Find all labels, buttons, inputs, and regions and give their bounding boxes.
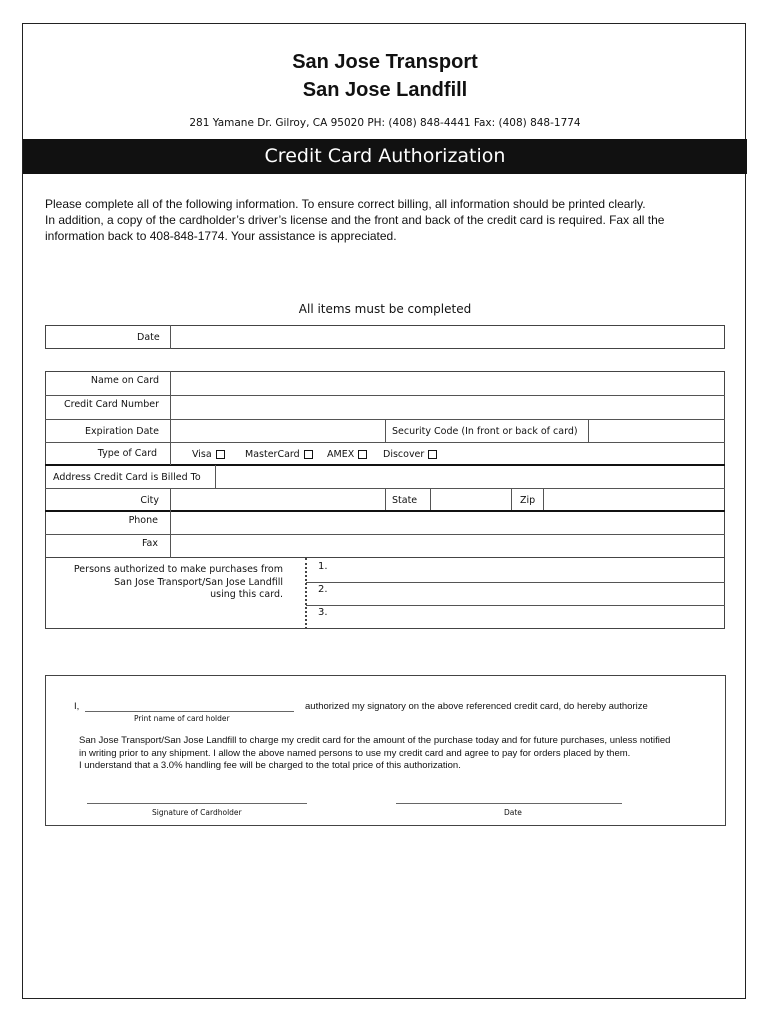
person-2-number: 2.: [318, 584, 328, 595]
divider: [385, 488, 386, 510]
authorize-text: authorized my signatory on the above referenced credit card, do hereby authorize: [305, 701, 648, 712]
company-name-landfill: San Jose Landfill: [302, 79, 468, 101]
mastercard-checkbox[interactable]: [304, 450, 313, 459]
state-label: State: [392, 495, 418, 506]
expiration-field[interactable]: [171, 420, 384, 441]
authorized-persons-line: San Jose Transport/San Jose Landfill: [114, 576, 283, 588]
required-notice: All items must be completed: [298, 302, 472, 316]
divider: [306, 605, 725, 606]
i-label: I,: [74, 701, 80, 712]
discover-checkbox[interactable]: [428, 450, 437, 459]
signature-date-caption: Date: [504, 808, 522, 817]
security-code-label: Security Code (In front or back of card): [392, 426, 578, 437]
print-name-line[interactable]: [85, 711, 294, 712]
signature-line[interactable]: [87, 803, 307, 804]
name-on-card-label: Name on Card: [90, 375, 159, 386]
phone-field[interactable]: [171, 512, 724, 533]
person-3-number: 3.: [318, 607, 328, 618]
amex-checkbox[interactable]: [358, 450, 367, 459]
security-code-field[interactable]: [589, 420, 724, 441]
authorization-terms: [79, 735, 670, 773]
fax-field[interactable]: [171, 535, 724, 557]
instructions-line: In addition, a copy of the cardholder’s driver’s license and the front and back of the credit card is required. Fax all the: [45, 213, 665, 227]
person-3-field[interactable]: [331, 607, 724, 627]
phone-label: Phone: [128, 515, 158, 526]
form-title-banner: Credit Card Authorization: [23, 139, 747, 174]
divider: [306, 582, 725, 583]
instructions: [45, 196, 725, 244]
divider: [45, 442, 725, 443]
print-name-caption: Print name of card holder: [134, 714, 230, 723]
card-number-field[interactable]: [171, 396, 724, 418]
zip-field[interactable]: [544, 489, 724, 509]
instructions-line: Please complete all of the following information. To ensure correct billing, all information should be printed clearly.: [45, 197, 646, 211]
city-field[interactable]: [171, 489, 384, 509]
card-number-label: Credit Card Number: [64, 399, 159, 410]
authorized-persons-line: Persons authorized to make purchases from: [73, 564, 283, 575]
fax-label: Fax: [141, 538, 158, 549]
card-type-name: Visa: [192, 449, 212, 460]
zip-label: Zip: [520, 495, 536, 506]
expiration-label: Expiration Date: [85, 426, 159, 437]
instructions-line: information back to 408-848-1774. Your assistance is appreciated.: [45, 229, 397, 243]
state-field[interactable]: [431, 489, 510, 509]
divider: [305, 558, 307, 629]
billing-address-label: Address Credit Card is Billed To: [53, 472, 201, 483]
card-type-name: Discover: [383, 449, 425, 460]
divider: [511, 488, 512, 510]
card-type-name: MasterCard: [245, 449, 300, 460]
card-type-mastercard[interactable]: [245, 449, 313, 460]
visa-checkbox[interactable]: [216, 450, 225, 459]
authorization-terms-line: in writing prior to any shipment. I allow the above named persons to use my credit card and agree to pay for orders placed by them.: [79, 747, 631, 759]
card-type-visa[interactable]: [192, 449, 225, 460]
date-field[interactable]: [171, 326, 724, 348]
card-type-discover[interactable]: [383, 449, 437, 460]
card-type-amex[interactable]: [327, 449, 367, 460]
authorization-terms-line: San Jose Transport/San Jose Landfill to charge my credit card for the amount of the purchase today and for future purchases, unless notified: [79, 735, 671, 746]
date-label: Date: [137, 332, 160, 343]
person-1-number: 1.: [318, 561, 328, 572]
card-type-label: Type of Card: [97, 448, 157, 459]
billing-address-field[interactable]: [216, 466, 724, 487]
name-on-card-field[interactable]: [171, 372, 724, 394]
divider: [385, 419, 386, 442]
authorized-persons-line: using this card.: [210, 589, 283, 600]
company-address: 281 Yamane Dr. Gilroy, CA 95020 PH: (408) 848-4441 Fax: (408) 848-1774: [189, 117, 581, 129]
authorization-terms-line: I understand that a 3.0% handling fee will be charged to the total price of this authorization.: [79, 760, 461, 771]
card-type-name: AMEX: [327, 449, 355, 460]
authorized-persons-label: [50, 564, 283, 602]
person-1-field[interactable]: [331, 560, 724, 581]
signature-caption: Signature of Cardholder: [152, 808, 242, 817]
city-label: City: [140, 495, 159, 506]
company-name-transport: San Jose Transport: [292, 51, 478, 73]
person-2-field[interactable]: [331, 584, 724, 604]
signature-date-line[interactable]: [396, 803, 622, 804]
